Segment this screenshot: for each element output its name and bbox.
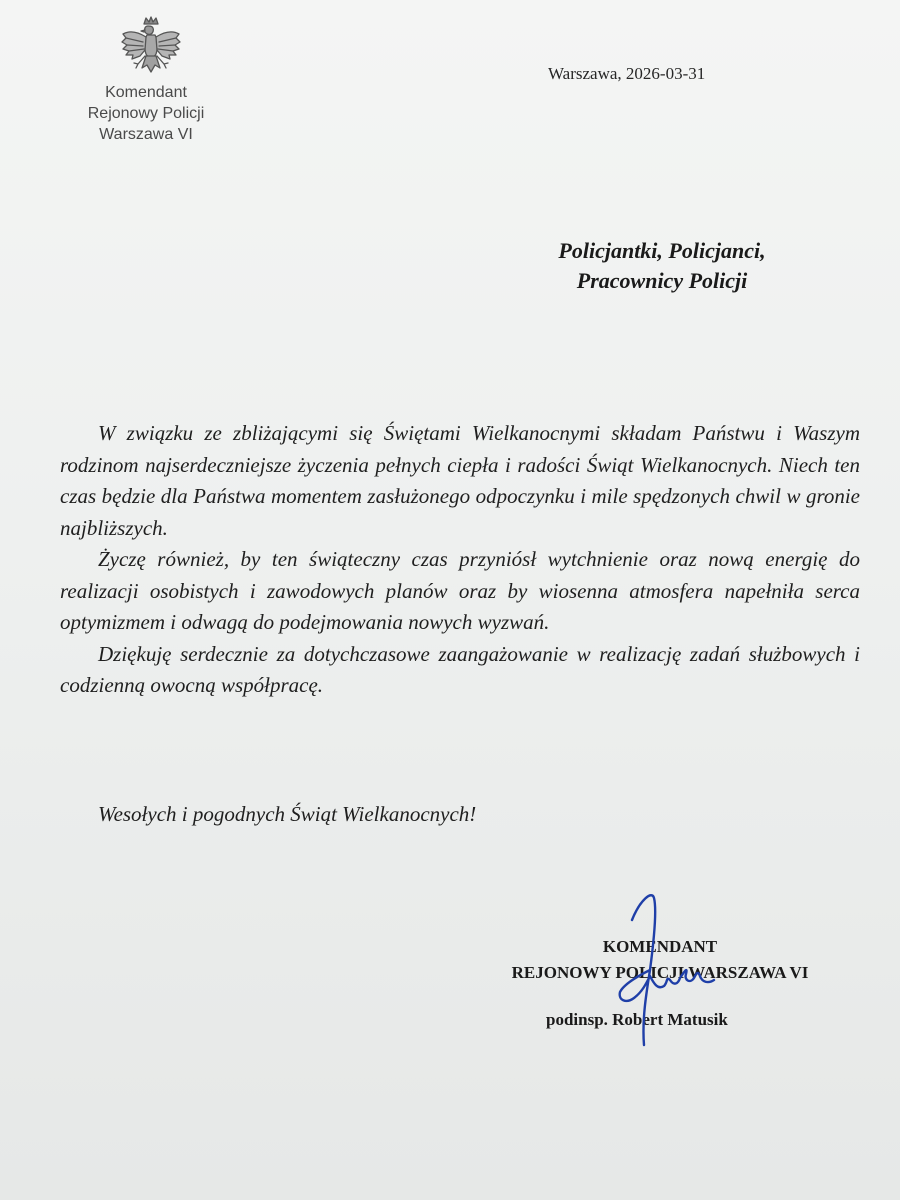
body-paragraph-1: W związku ze zbliżającymi się Świętami Wielkanocnymi składam Państwu i Waszym rodzinom najserdeczniejsze życzenia pełnych ciepła i radości Świąt Wielkanocnych. Niech ten czas będzie dla Państwa momentem zasłużonego odpoczynku i mile spędzonych chwil w gronie najbliższych.: [60, 421, 860, 540]
signature-stroke-main: [620, 895, 714, 1045]
salutation: [512, 236, 812, 296]
sender-line-1: Komendant: [105, 84, 187, 101]
salutation-line-2: Pracownicy Policji: [576, 268, 748, 293]
signature-title-line-2: REJONOWY POLICJI WARSZAWA VI: [511, 963, 809, 982]
signature-title-line-1: KOMENDANT: [602, 937, 718, 956]
white-eagle-crest-icon: [118, 14, 184, 80]
sender-line-2: Rejonowy Policji: [87, 105, 205, 122]
salutation-line-1: Policjantki, Policjanci,: [558, 238, 766, 263]
sender-block: [60, 82, 232, 145]
signatory-name: podinsp. Robert Matusik: [546, 1010, 728, 1029]
letter-body: [60, 418, 860, 702]
body-paragraph-2: Życzę również, by ten świąteczny czas przyniósł wytchnienie oraz nową energię do realizacji osobistych i zawodowych planów oraz by wiosenna atmosfera napełniła serca optymizmem i odwagą do podejmowania nowych wyzwań.: [60, 547, 860, 634]
closing-wish: Wesołych i pogodnych Świąt Wielkanocnych!: [98, 802, 477, 826]
body-paragraph-3: Dziękuję serdecznie za dotychczasowe zaangażowanie w realizację zadań służbowych i codzienną owocną współpracę.: [60, 641, 860, 697]
handwritten-signature: [580, 880, 760, 1050]
sender-line-3: Warszawa VI: [99, 126, 193, 143]
place-date: Warszawa, 2026-03-31: [548, 64, 706, 83]
